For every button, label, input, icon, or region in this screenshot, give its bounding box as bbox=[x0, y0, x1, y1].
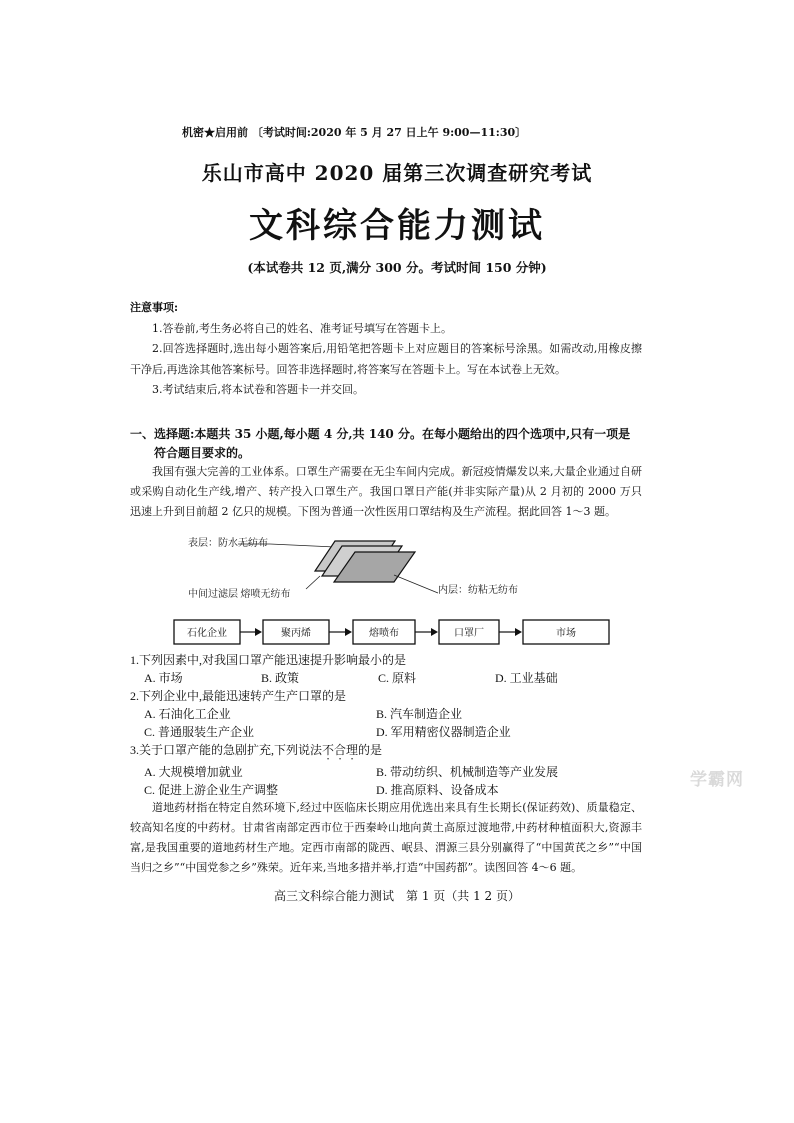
option: D. 推高原料、设备成本 bbox=[376, 783, 499, 797]
flow-label: 熔喷布 bbox=[369, 628, 399, 639]
flow-label: 市场 bbox=[556, 628, 576, 639]
mask-structure-diagram bbox=[130, 533, 650, 651]
passage-herbs: 道地药材指在特定自然环境下,经过中医临床长期应用优选出来具有生长期长(保证药效)、质量稳定、较高知名度的中药材。甘肃省南部定西市位于西秦岭山地向黄土高原过渡地带,中药材种植面积大,资源丰富,是我国重要的道地药材生产地。定西市南部的陇西、岷县、渭源三县分别赢得了“中国黄芪之乡”“中国当归之乡”“中国党参之乡”殊荣。近年来,当地多措并举,打造“中国药都”。读图回答 4～6 题。 bbox=[130, 801, 642, 874]
note-item: 2.回答选择题时,选出每小题答案后,用铅笔把答题卡上对应题目的答案标号涂黑。如需改动,用橡皮擦干净后,再选涂其他答案标号。回答非选择题时,将答案写在答题卡上。写在本试卷上无效。 bbox=[130, 342, 642, 376]
leader-outer-2 bbox=[270, 544, 335, 547]
option: A. 石油化工企业 bbox=[144, 707, 231, 721]
question-stem: 2.下列企业中,最能迅速转产生产口罩的是 bbox=[130, 689, 347, 703]
option: B. 汽车制造企业 bbox=[376, 707, 463, 721]
emphasis-text: 不合理 bbox=[322, 743, 359, 757]
option: D. 工业基础 bbox=[495, 671, 558, 685]
flow-label: 口罩厂 bbox=[454, 628, 484, 639]
flow-arrow-head bbox=[515, 628, 522, 636]
flow-arrow-head bbox=[345, 628, 352, 636]
production-flow bbox=[174, 620, 609, 644]
label-inner-layer: 内层：纺粘无纺布 bbox=[438, 585, 518, 596]
options-row bbox=[130, 763, 650, 781]
confidential-line: 机密★启用前 〔考试时间:2020 年 5 月 27 日上午 9:00—11:30〕 bbox=[182, 126, 527, 139]
notes-heading: 注意事项: bbox=[130, 301, 179, 314]
options-row bbox=[130, 705, 650, 723]
section-line-2: 符合题目要求的。 bbox=[154, 446, 251, 460]
options-row bbox=[130, 669, 650, 687]
question-stem: 3.关于口罩产能的急剧扩充,下列说法不合理的是 bbox=[130, 743, 383, 757]
questions-block bbox=[130, 651, 650, 799]
option: C. 原料 bbox=[378, 671, 417, 685]
options-row bbox=[130, 781, 650, 799]
flow-arrow-head bbox=[431, 628, 438, 636]
passage-masks: 我国有强大完善的工业体系。口罩生产需要在无尘车间内完成。新冠疫情爆发以来,大量企业通过自研或采购自动化生产线,增产、转产投入口罩生产。我国口罩日产能(并非实际产量)从 2 月初的 2000 万只迅速上升到目前超 2 亿只的规模。下图为普通一次性医用口罩结构及生产流程。据此回答 1～3 题。 bbox=[130, 465, 642, 518]
option: D. 军用精密仪器制造企业 bbox=[376, 725, 511, 739]
option: A. 大规模增加就业 bbox=[144, 765, 243, 779]
option: A. 市场 bbox=[144, 671, 183, 685]
exam-subtitle: (本试卷共 12 页,满分 300 分。考试时间 150 分钟) bbox=[247, 260, 547, 275]
subject-title: 文科综合能力测试 bbox=[249, 206, 545, 246]
notes-block bbox=[130, 298, 642, 401]
flow-arrow-head bbox=[255, 628, 262, 636]
leader-middle bbox=[306, 576, 320, 589]
watermark: 学霸网 bbox=[690, 770, 744, 790]
section-heading bbox=[130, 425, 642, 463]
option: B. 政策 bbox=[261, 671, 300, 685]
option: C. 促进上游企业生产调整 bbox=[144, 783, 279, 797]
leader-inner bbox=[394, 575, 438, 593]
note-item: 3.考试结束后,将本试卷和答题卡一并交回。 bbox=[152, 383, 364, 396]
question-stem: 1.下列因素中,对我国口罩产能迅速提升影响最小的是 bbox=[130, 653, 407, 667]
note-item: 1.答卷前,考生务必将自己的姓名、准考证号填写在答题卡上。 bbox=[152, 321, 452, 335]
option: B. 带动纺织、机械制造等产业发展 bbox=[376, 765, 559, 779]
section-line-1: 一、选择题:本题共 35 小题,每小题 4 分,共 140 分。在每小题给出的四个选项中,只有一项是 bbox=[130, 427, 631, 441]
label-middle-layer: 中间过滤层 熔喷无纺布 bbox=[188, 589, 291, 600]
flow-label: 石化企业 bbox=[187, 628, 227, 639]
option: C. 普通服装生产企业 bbox=[144, 725, 255, 739]
flow-label: 聚丙烯 bbox=[281, 628, 311, 639]
options-row bbox=[130, 723, 650, 741]
label-outer-layer: 表层：防水无纺布 bbox=[188, 538, 268, 549]
page-footer: 高三文科综合能力测试 第 1 页（共 1 2 页） bbox=[274, 889, 520, 903]
exam-title: 乐山市高中 2020 届第三次调查研究考试 bbox=[201, 161, 593, 185]
